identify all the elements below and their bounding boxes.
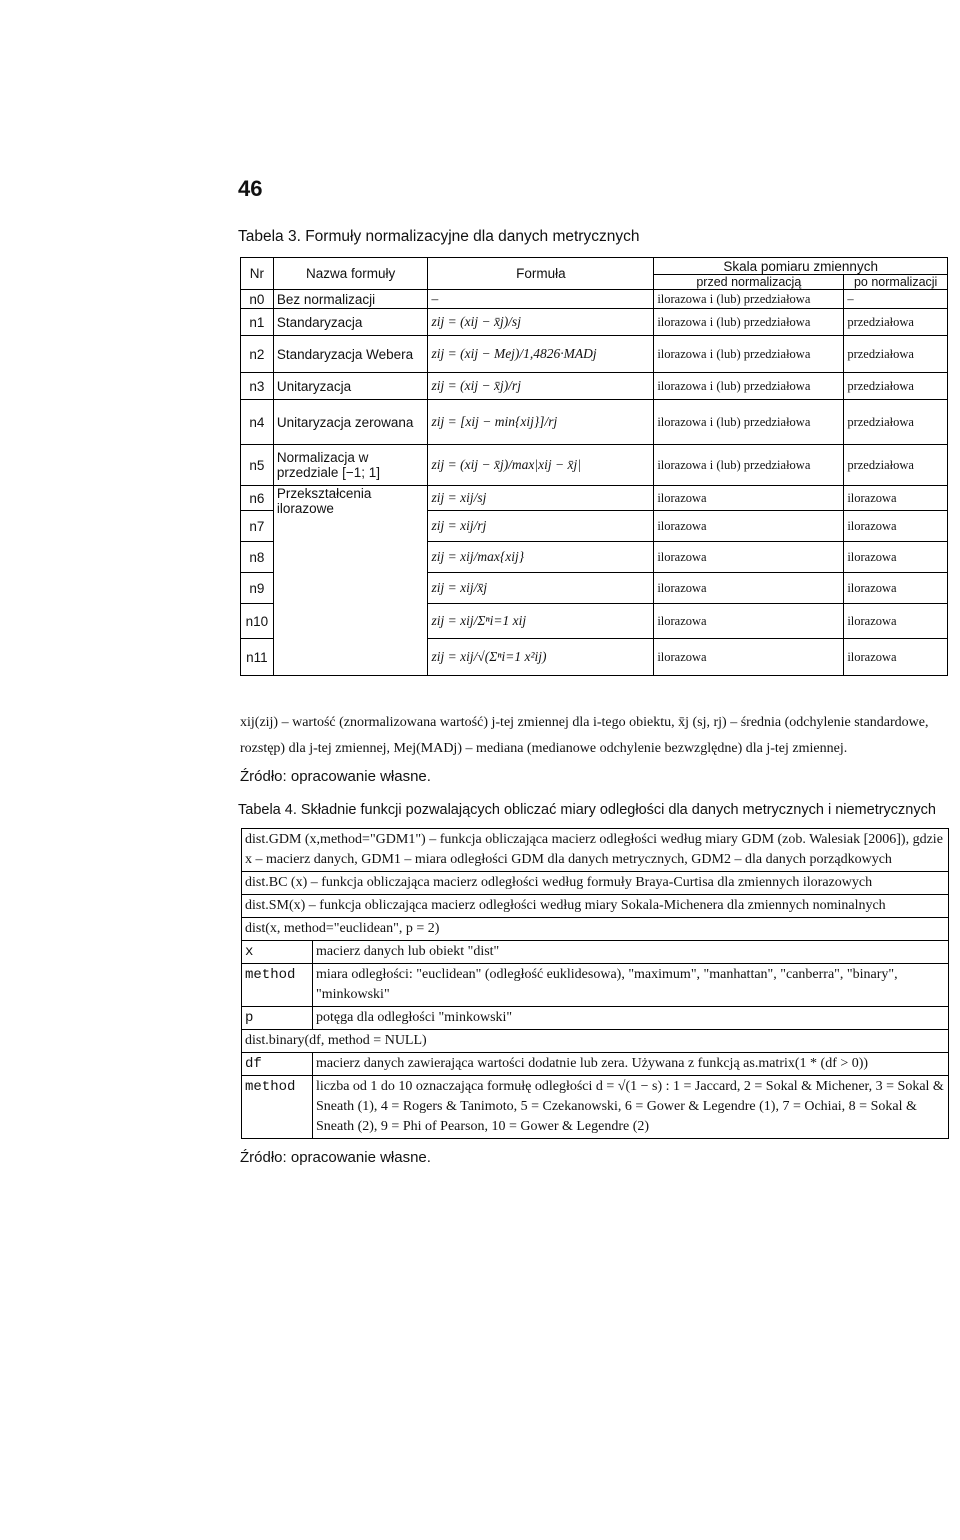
table4-cell-full: dist.BC (x) – funkcja obliczająca macierz odległości według formuły Braya-Curtisa dla zmiennych ilorazowych	[242, 872, 949, 895]
table3-cell-after: przedziałowa	[844, 373, 948, 400]
table3-cell-before: ilorazowa	[654, 604, 844, 639]
table3-cell-before: ilorazowa i (lub) przedziałowa	[654, 373, 844, 400]
table3-cell-name: Unitaryzacja zerowana	[273, 400, 428, 445]
table4-cell-desc: potęga dla odległości "minkowski"	[313, 1007, 949, 1030]
table3-cell-formula: zij = xij/rj	[428, 511, 654, 542]
table3-cell-nr: n0	[241, 290, 274, 309]
table3-header-row	[241, 258, 948, 275]
table3-cell-before: ilorazowa i (lub) przedziałowa	[654, 400, 844, 445]
table3-cell-nr: n3	[241, 373, 274, 400]
table4-cell-full: dist.SM(x) – funkcja obliczająca macierz odległości według miary Sokala-Michenera dla zmiennych nominalnych	[242, 895, 949, 918]
table3-cell-after: ilorazowa	[844, 639, 948, 676]
table4-row	[242, 895, 949, 918]
table3-cell-nr: n2	[241, 336, 274, 373]
table3-cell-after: –	[844, 290, 948, 309]
table3-cell-after: ilorazowa	[844, 604, 948, 639]
table3-cell-before: ilorazowa	[654, 511, 844, 542]
table3-cell-name: Normalizacja w przedziale [−1; 1]	[273, 445, 428, 486]
table4-cell-key: method	[242, 964, 313, 1007]
table3-cell-formula: zij = (xij − x̄j)/rj	[428, 373, 654, 400]
table4-row	[242, 1076, 949, 1139]
table3-cell-formula: zij = [xij − min{xij}]/rj	[428, 400, 654, 445]
table3-cell-before: ilorazowa i (lub) przedziałowa	[654, 309, 844, 336]
table4-distance-functions	[241, 828, 949, 1139]
table3-cell-name: Przekształcenia ilorazowe	[273, 486, 428, 676]
table3-row	[241, 445, 948, 486]
table3-cell-nr: n10	[241, 604, 274, 639]
table4-row	[242, 964, 949, 1007]
table4-caption: Tabela 4. Składnie funkcji pozwalających obliczać miary odległości dla danych metrycznych i niemetrycznych	[238, 802, 936, 818]
table3-row	[241, 373, 948, 400]
table4-cell-desc: liczba od 1 do 10 oznaczająca formułę odległości d = √(1 − s) : 1 = Jaccard, 2 = Sokal & Michener, 3 = Sokal & Sneath (1), 4 = Rogers & Tanimoto, 5 = Czekanowski, 6 = Gower & Legendre (1), 7 = Ochiai, 8 = Sokal & Sneath (2), 9 = Phi of Pearson, 10 = Gower & Legendre (2)	[313, 1076, 949, 1139]
table3-cell-after: ilorazowa	[844, 542, 948, 573]
table3-cell-formula: zij = xij/sj	[428, 486, 654, 511]
table3-row	[241, 336, 948, 373]
table3-normalization-formulas	[240, 257, 948, 676]
table3-row	[241, 486, 948, 511]
table4-row	[242, 941, 949, 964]
table3-cell-before: ilorazowa	[654, 639, 844, 676]
table3-cell-nr: n1	[241, 309, 274, 336]
header-name: Nazwa formuły	[273, 258, 428, 290]
page-number: 46	[238, 176, 263, 201]
table3-cell-before: ilorazowa	[654, 573, 844, 604]
table3-row	[241, 309, 948, 336]
table3-cell-before: ilorazowa	[654, 542, 844, 573]
table3-cell-nr: n6	[241, 486, 274, 511]
header-formula: Formuła	[428, 258, 654, 290]
table3-cell-formula: zij = xij/max{xij}	[428, 542, 654, 573]
table4-row	[242, 1030, 949, 1053]
table3-cell-name: Standaryzacja Webera	[273, 336, 428, 373]
table4-row	[242, 1053, 949, 1076]
table4-cell-full: dist.binary(df, method = NULL)	[242, 1030, 949, 1053]
table4-row	[242, 1007, 949, 1030]
table3-cell-name: Unitaryzacja	[273, 373, 428, 400]
table3-cell-after: ilorazowa	[844, 511, 948, 542]
table4-row	[242, 872, 949, 895]
header-scale: Skala pomiaru zmiennych	[654, 258, 948, 275]
table3-cell-after: przedziałowa	[844, 336, 948, 373]
table3-cell-before: ilorazowa	[654, 486, 844, 511]
table3-row	[241, 400, 948, 445]
table3-cell-formula: zij = xij/√(Σⁿi=1 x²ij)	[428, 639, 654, 676]
table4-source: Źródło: opracowanie własne.	[240, 1149, 431, 1166]
table3-cell-formula: zij = (xij − x̄j)/sj	[428, 309, 654, 336]
header-after: po normalizacji	[844, 275, 948, 290]
table3-cell-after: przedziałowa	[844, 400, 948, 445]
table3-cell-before: ilorazowa i (lub) przedziałowa	[654, 290, 844, 309]
table3-cell-name: Standaryzacja	[273, 309, 428, 336]
table3-cell-after: przedziałowa	[844, 309, 948, 336]
table3-cell-formula: zij = xij/x̄j	[428, 573, 654, 604]
table3-cell-nr: n8	[241, 542, 274, 573]
table4-cell-key: method	[242, 1076, 313, 1139]
table4-cell-full: dist(x, method="euclidean", p = 2)	[242, 918, 949, 941]
table3-cell-nr: n9	[241, 573, 274, 604]
table4-cell-desc: macierz danych lub obiekt "dist"	[313, 941, 949, 964]
table3-row	[241, 290, 948, 309]
table3-cell-formula: zij = (xij − Mej)/1,4826·MADj	[428, 336, 654, 373]
table3-cell-nr: n11	[241, 639, 274, 676]
table3-legend: xij(zij) – wartość (znormalizowana wartość) j-tej zmiennej dla i-tego obiektu, x̄j (sj, rj) – średnia (odchylenie standardowe, rozstęp) dla j-tej zmiennej, Mej(MADj) – mediana (medianowe odchylenie bezwzględne) dla j-tej zmiennej.	[240, 715, 929, 756]
table3-cell-nr: n7	[241, 511, 274, 542]
table3-cell-nr: n5	[241, 445, 274, 486]
header-nr: Nr	[241, 258, 274, 290]
table3-cell-after: ilorazowa	[844, 573, 948, 604]
table4-cell-key: x	[242, 941, 313, 964]
table3-cell-before: ilorazowa i (lub) przedziałowa	[654, 336, 844, 373]
table4-cell-desc: miara odległości: "euclidean" (odległość euklidesowa), "maximum", "manhattan", "canberra", "binary", "minkowski"	[313, 964, 949, 1007]
table3-cell-formula: zij = xij/Σⁿi=1 xij	[428, 604, 654, 639]
table4-cell-desc: macierz danych zawierająca wartości dodatnie lub zera. Używana z funkcją as.matrix(1 * (df > 0))	[313, 1053, 949, 1076]
table3-cell-formula: –	[428, 290, 654, 309]
table3-cell-after: przedziałowa	[844, 445, 948, 486]
table3-cell-name: Bez normalizacji	[273, 290, 428, 309]
table4-row	[242, 829, 949, 872]
header-before: przed normalizacją	[654, 275, 844, 290]
table3-cell-after: ilorazowa	[844, 486, 948, 511]
table4-cell-key: df	[242, 1053, 313, 1076]
table3-caption: Tabela 3. Formuły normalizacyjne dla danych metrycznych	[238, 228, 640, 245]
table4-row	[242, 918, 949, 941]
table4-cell-key: p	[242, 1007, 313, 1030]
table3-cell-nr: n4	[241, 400, 274, 445]
table3-cell-before: ilorazowa i (lub) przedziałowa	[654, 445, 844, 486]
table3-source: Źródło: opracowanie własne.	[240, 768, 431, 785]
table4-cell-full: dist.GDM (x,method="GDM1") – funkcja obliczająca macierz odległości według miary GDM (zob. Walesiak [2006]), gdzie x – macierz danych, GDM1 – miara odległości GDM dla danych metrycznych, GDM2 – dla danych porządkowych	[242, 829, 949, 872]
table3-cell-formula: zij = (xij − x̄j)/max|xij − x̄j|	[428, 445, 654, 486]
